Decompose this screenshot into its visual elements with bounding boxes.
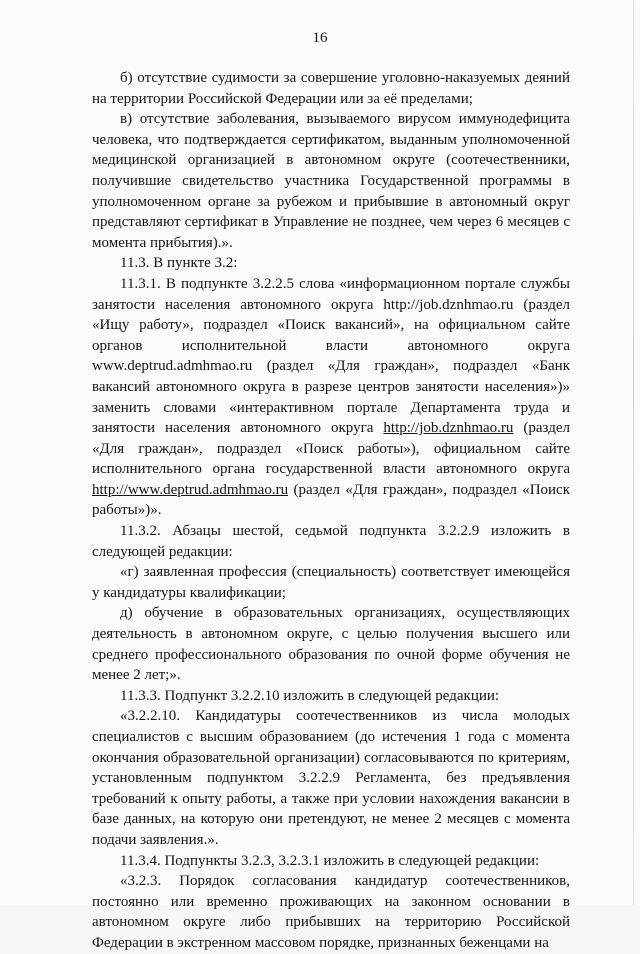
paragraph-3-2-3: «3.2.3. Порядок согласования кандидатур соотечественников, постоянно или временно проживающих на законном основании в автономном округе либо прибывших на территорию Российской Федерации в экстренном массовом порядке, признанных беженцами на	[92, 873, 570, 951]
paragraph-11-3-1	[92, 274, 570, 521]
paragraph-11-3-3: 11.3.3. Подпункт 3.2.2.10 изложить в следующей редакции:	[120, 687, 500, 704]
paragraph-11-3: 11.3. В пункте 3.2:	[120, 255, 238, 272]
paragraph-11-3-1-text: 11.3.1. В подпункте 3.2.2.5 слова «информационном портале службы занятости населения автономного округа http://job.dznhmao.ru (раздел «Ищу работу», подраздел «Поиск вакансий», на официальном сайте органов исполнительной власти автономного округа www.deptrud.admhmao.ru (раздел «Для граждан», подраздел «Банк вакансий автономного округа в разрезе центров занятости населения»)» заменить словами «интерактивном портале Департамента труда и занятости населения автономного округа	[92, 275, 570, 437]
paragraph-11-3-1-end: (раздел «Для граждан», подраздел «Поиск работы»)».	[92, 481, 570, 519]
paragraph-11-3-2: 11.3.2. Абзацы шестой, седьмой подпункта 3.2.2.9 изложить в следующей редакции:	[92, 523, 570, 560]
paragraph-b: б) отсутствие судимости за совершение уголовно-наказуемых деяний на территории Российской Федерации или за её пределами;	[92, 70, 570, 107]
paragraph-11-3-4: 11.3.4. Подпункты 3.2.3, 3.2.3.1 изложить в следующей редакции:	[120, 852, 540, 869]
paragraph-v: в) отсутствие заболевания, вызываемого вирусом иммунодефицита человека, что подтверждается сертификатом, выданным уполномоченной медицинской организацией в автономном округе (соотечественники, получившие свидетельство участника Государственной программы в уполномоченном органе за рубежом и прибывшие в автономный округ представляют сертификат в Управление не позднее, чем через 6 месяцев с момента прибытия).».	[92, 111, 570, 251]
paragraph-g: «г) заявленная профессия (специальность) соответствует имеющейся у кандидатуры квалификации;	[92, 564, 570, 601]
link-job-dznhmao[interactable]: http://job.dznhmao.ru	[383, 420, 514, 437]
paragraph-3-2-2-10: «3.2.2.10. Кандидатуры соотечественников из числа молодых специалистов с высшим образованием (до истечения 1 года с момента окончания образовательной организации) согласовываются по критериям, установленным подпунктом 3.2.2.9 Регламента, без предъявления требований к опыту работы, а также при условии нахождения вакансии в базе данных, на которую они претендуют, не менее 2 месяцев с момента подачи заявления.».	[92, 708, 570, 848]
page-edge-shadow	[633, 0, 634, 905]
page-number: 16	[312, 30, 328, 46]
link-deptrud-admhmao[interactable]: http://www.deptrud.admhmao.ru	[92, 481, 289, 498]
document-body	[92, 68, 570, 954]
paragraph-d: д) обучение в образовательных организациях, осуществляющих деятельность в автономном округе, с целью получения высшего или среднего профессионального образования по очной форме обучения не менее 2 лет;».	[92, 605, 570, 684]
paragraph-11-3-1-mid: (раздел «Для граждан», подраздел «Поиск работы»), официальном сайте исполнительного органа государственной власти автономного округа	[92, 420, 570, 478]
